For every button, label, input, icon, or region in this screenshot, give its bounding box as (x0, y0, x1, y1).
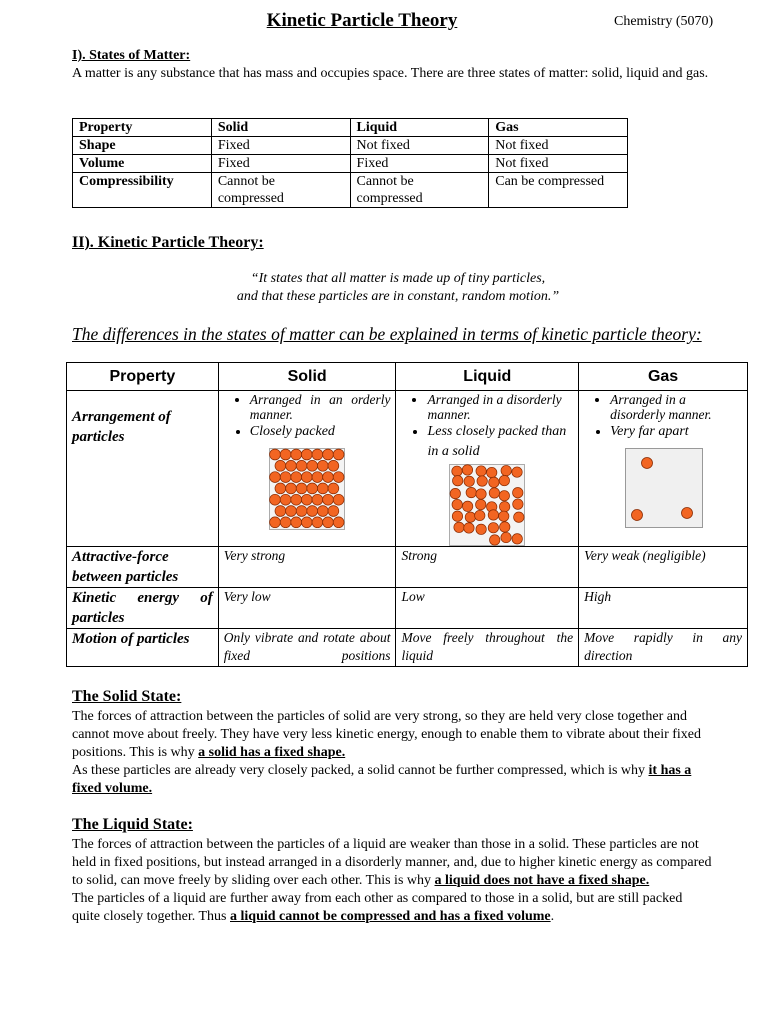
solid-particle (307, 506, 318, 517)
solid-particle (280, 517, 291, 528)
table-cell: Can be compressed (489, 173, 628, 208)
liquid-particle (465, 512, 475, 522)
gas-particles-diagram (625, 448, 703, 528)
liquid-particle (477, 476, 487, 486)
solid-particle (280, 449, 291, 460)
table-cell: Low (396, 588, 579, 629)
gas-arrangement-cell (579, 391, 748, 547)
liquid-particle (501, 465, 511, 475)
solid-particle (291, 472, 302, 483)
solid-particle (328, 483, 339, 494)
solid-arrangement-cell (218, 391, 396, 547)
liquid-particle (499, 491, 509, 501)
table-cell: Fixed (211, 155, 350, 173)
liquid-particle (490, 535, 500, 545)
solid-particle (296, 460, 307, 471)
quote-line: and that these particles are in constant, random motion.” (236, 289, 560, 304)
section-heading-states: I). States of Matter: (72, 48, 191, 63)
solid-particle (333, 449, 344, 460)
liquid-particle (488, 510, 498, 520)
table-row (67, 588, 748, 629)
solid-particle (333, 472, 344, 483)
table-cell: Not fixed (350, 137, 489, 155)
table-cell: Move rapidly in any direction (579, 629, 748, 667)
emphasis-text: it has a fixed volume. (72, 763, 692, 796)
solid-particle (280, 494, 291, 505)
table-row (67, 391, 748, 547)
liquid-particle (453, 511, 463, 521)
liquid-particle (513, 488, 523, 498)
solid-particle (318, 460, 329, 471)
solid-particle (312, 494, 323, 505)
solid-particle (286, 460, 297, 471)
solid-particle (333, 494, 344, 505)
course-label: Chemistry (5070) (614, 14, 714, 29)
solid-particle (302, 517, 313, 528)
header-cell: Property (73, 119, 212, 137)
liquid-particle (489, 477, 499, 487)
table-row (73, 173, 628, 208)
header-cell: Gas (489, 119, 628, 137)
bullet-list (584, 392, 742, 442)
row-label: Kinetic energy of particles (67, 588, 219, 629)
list-item: • Arranged in an orderly manner. (250, 392, 391, 422)
table-row (67, 547, 748, 588)
liquid-particle (466, 487, 476, 497)
solid-particle (328, 460, 339, 471)
row-label: Shape (73, 137, 212, 155)
header-cell: Liquid (396, 363, 579, 391)
gas-particle (632, 510, 643, 521)
kpt-table (66, 362, 748, 667)
liquid-state-text: The forces of attraction between the particles of a liquid are weaker than those in a solid. These particles are not held in fixed positions, but instead arranged in a disorderly manner, and, due to higher kinetic energy as compared to solid, can move freely by sliding over each other. This is why a liquid does not have a fixed shape. The particles of a liquid are further away from each other as compared to those in a solid, but are still packed quite closely together. Thus a liquid cannot be compressed and has a fixed volume. (72, 837, 712, 924)
table-cell: Very weak (negligible) (579, 547, 748, 588)
solid-particle (323, 494, 334, 505)
quote-line: “It states that all matter is made up of tiny particles, (250, 271, 546, 286)
solid-particle (286, 483, 297, 494)
row-label: Motion of particles (67, 629, 219, 667)
gas-particle (682, 508, 693, 519)
solid-particle (323, 472, 334, 483)
solid-particle (302, 449, 313, 460)
states-table (72, 118, 628, 208)
solid-state-heading: The Solid State: (72, 688, 182, 705)
list-item: • Closely packed (250, 422, 391, 442)
theory-quote (0, 270, 768, 306)
solid-particle (323, 517, 334, 528)
liquid-particle (488, 523, 498, 533)
list-item: • Arranged in a disorderly manner. (427, 392, 573, 422)
row-label: Arrangement of particles (67, 391, 219, 547)
solid-particle (302, 472, 313, 483)
table-cell: Not fixed (489, 155, 628, 173)
solid-particle (280, 472, 291, 483)
solid-particles-diagram (269, 448, 345, 530)
liquid-particle (500, 502, 510, 512)
list-item: • Arranged in a disorderly manner. (610, 392, 742, 422)
table-cell: Very strong (218, 547, 396, 588)
solid-particle (318, 483, 329, 494)
table-cell: Fixed (350, 155, 489, 173)
table-row (73, 137, 628, 155)
solid-particle (333, 517, 344, 528)
solid-particle (286, 506, 297, 517)
liquid-particle (499, 511, 509, 521)
table-cell: Very low (218, 588, 396, 629)
solid-particle (270, 517, 281, 528)
list-item: • Less closely packed than in a solid (427, 422, 573, 462)
solid-particle (312, 472, 323, 483)
solid-particle (323, 449, 334, 460)
differences-heading: The differences in the states of matter can be explained in terms of kinetic particle theory: (72, 324, 702, 344)
liquid-particle (501, 532, 511, 542)
row-label: Attractive-force between particles (67, 547, 219, 588)
solid-particle (275, 483, 286, 494)
liquid-particle (450, 488, 460, 498)
row-label: Compressibility (73, 173, 212, 208)
table-row (73, 155, 628, 173)
liquid-particle (512, 467, 522, 477)
liquid-particle (489, 488, 499, 498)
liquid-particle (476, 466, 486, 476)
solid-particle (291, 449, 302, 460)
table-header-row (73, 119, 628, 137)
emphasis-text: a liquid cannot be compressed and has a fixed volume (230, 909, 551, 924)
table-cell: High (579, 588, 748, 629)
solid-particle (270, 494, 281, 505)
liquid-particle (452, 499, 462, 509)
solid-particle (296, 483, 307, 494)
header-cell: Property (67, 363, 219, 391)
liquid-particle (512, 534, 522, 544)
solid-particle (302, 494, 313, 505)
emphasis-text: a solid has a fixed shape. (198, 745, 346, 760)
table-cell: Cannot be compressed (211, 173, 350, 208)
table-row (67, 629, 748, 667)
solid-particle (291, 494, 302, 505)
table-cell: Not fixed (489, 137, 628, 155)
bullet-list (224, 392, 391, 442)
solid-state-text: The forces of attraction between the particles of solid are very strong, so they are held very close together and cannot move about freely. They have very less kinetic energy, enough to enable them to vibrate about their fixed positions. This is why a solid has a fixed shape. As these particles are already very closely packed, a solid cannot be further compressed, which is why it has a fixed volume. (72, 709, 702, 796)
liquid-particle (475, 510, 485, 520)
liquid-particle (452, 466, 462, 476)
liquid-particle (453, 476, 463, 486)
list-item: • Very far apart (610, 422, 742, 442)
liquid-state-heading: The Liquid State: (72, 816, 193, 833)
solid-particle (312, 517, 323, 528)
liquid-particle (500, 522, 510, 532)
solid-particle (318, 506, 329, 517)
liquid-particle (487, 467, 497, 477)
table-cell: Cannot be compressed (350, 173, 489, 208)
header-cell: Gas (579, 363, 748, 391)
header-cell: Solid (211, 119, 350, 137)
page-title: Kinetic Particle Theory (266, 10, 458, 31)
table-header-row (67, 363, 748, 391)
liquid-particle (463, 465, 473, 475)
gas-particle (642, 458, 653, 469)
states-intro: A matter is any substance that has mass and occupies space. There are three states of matter: solid, liquid and gas. (72, 66, 709, 81)
solid-particle (307, 460, 318, 471)
liquid-particle (464, 523, 474, 533)
liquid-particles-diagram (449, 464, 525, 546)
solid-particle (270, 472, 281, 483)
table-cell: Fixed (211, 137, 350, 155)
solid-particle (307, 483, 318, 494)
solid-particle (275, 460, 286, 471)
solid-particle (296, 506, 307, 517)
table-cell: Only vibrate and rotate about fixed positions (218, 629, 396, 667)
row-label: Volume (73, 155, 212, 173)
bullet-list (401, 392, 573, 462)
liquid-particle (463, 501, 473, 511)
liquid-particle (514, 512, 524, 522)
liquid-particle (476, 524, 486, 534)
solid-particle (291, 517, 302, 528)
liquid-particle (464, 476, 474, 486)
solid-particle (328, 506, 339, 517)
solid-particle (312, 449, 323, 460)
table-cell: Strong (396, 547, 579, 588)
liquid-particle (476, 489, 486, 499)
solid-particle (275, 506, 286, 517)
header-cell: Liquid (350, 119, 489, 137)
liquid-particle (476, 499, 486, 509)
table-cell: Move freely throughout the liquid (396, 629, 579, 667)
section-heading-kpt: II). Kinetic Particle Theory: (72, 234, 264, 251)
liquid-arrangement-cell (396, 391, 579, 547)
header-cell: Solid (218, 363, 396, 391)
emphasis-text: a liquid does not have a fixed shape. (434, 873, 650, 888)
liquid-particle (499, 475, 509, 485)
liquid-particle (454, 522, 464, 532)
solid-particle (270, 449, 281, 460)
liquid-particle (513, 499, 523, 509)
